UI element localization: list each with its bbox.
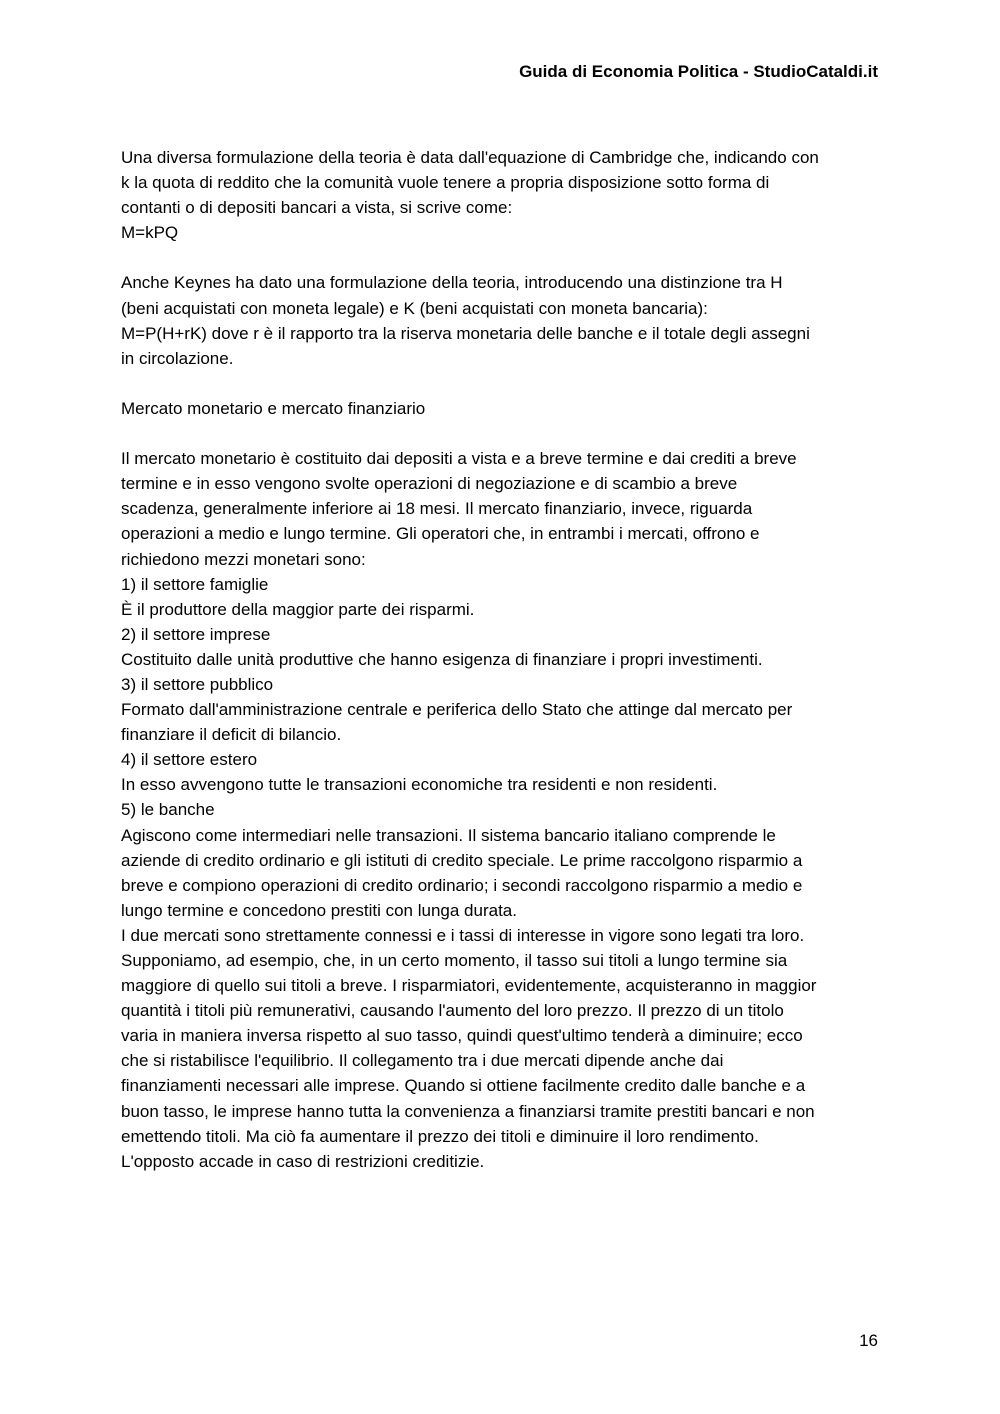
text-line: Una diversa formulazione della teoria è data dall'equazione di Cambridge che, indicando con xyxy=(121,148,819,167)
text-line: operazioni a medio e lungo termine. Gli operatori che, in entrambi i mercati, offrono e xyxy=(121,524,760,544)
text-line: 1) il settore famiglie xyxy=(121,574,269,594)
text-line: lungo termine e concedono prestiti con lunga durata. xyxy=(121,900,517,920)
text-line: Formato dall'amministrazione centrale e periferica dello Stato che attinge dal mercato per xyxy=(121,700,793,720)
text-line: L'opposto accade in caso di restrizioni creditizie. xyxy=(121,1151,485,1171)
text-line: Anche Keynes ha dato una formulazione della teoria, introducendo una distinzione tra H xyxy=(121,273,783,293)
text-line: finanziamenti necessari alle imprese. Quando si ottiene facilmente credito dalle banche e a xyxy=(121,1076,806,1096)
text-line: M=P(H+rK) dove r è il rapporto tra la riserva monetaria delle banche e il totale degli assegni xyxy=(121,323,810,343)
text-line: Costituito dalle unità produttive che hanno esigenza di finanziare i propri investimenti. xyxy=(121,649,763,669)
text-line: Agiscono come intermediari nelle transazioni. Il sistema bancario italiano comprende le xyxy=(121,825,776,845)
blank-line xyxy=(121,245,891,270)
blank-line xyxy=(121,421,891,446)
text-line: che si ristabilisce l'equilibrio. Il collegamento tra i due mercati dipende anche dai xyxy=(121,1051,724,1071)
text-line: quantità i titoli più remunerativi, causando l'aumento del loro prezzo. Il prezzo di un titolo xyxy=(121,1001,784,1021)
text-line: Il mercato monetario è costituito dai depositi a vista e a breve termine e dai crediti a breve xyxy=(121,449,797,469)
text-line: (beni acquistati con moneta legale) e K (beni acquistati con moneta bancaria): xyxy=(121,298,708,318)
text-line: Mercato monetario e mercato finanziario xyxy=(121,398,426,418)
text-line: I due mercati sono strettamente connessi e i tassi di interesse in vigore sono legati tra loro. xyxy=(121,925,805,945)
text-line: 3) il settore pubblico xyxy=(121,674,274,694)
page-header: Guida di Economia Politica - StudioCataldi.it xyxy=(519,62,878,81)
text-line: Supponiamo, ad esempio, che, in un certo momento, il tasso sui titoli a lungo termine sia xyxy=(121,951,788,970)
text-line: 2) il settore imprese xyxy=(121,624,271,644)
text-line: aziende di credito ordinario e gli istituti di credito speciale. Le prime raccolgono risparmio a xyxy=(121,850,803,870)
text-line: 4) il settore estero xyxy=(121,750,258,770)
text-line: maggiore di quello sui titoli a breve. I risparmiatori, evidentemente, acquisteranno in maggior xyxy=(121,976,817,996)
text-line: È il produttore della maggior parte dei risparmi. xyxy=(121,599,475,619)
text-line: termine e in esso vengono svolte operazioni di negoziazione e di scambio a breve xyxy=(121,474,738,494)
text-line: varia in maniera inversa rispetto al suo tasso, quindi quest'ultimo tenderà a diminuire; ecco xyxy=(121,1026,803,1046)
text-line: k la quota di reddito che la comunità vuole tenere a propria disposizione sotto forma di xyxy=(121,173,770,193)
text-line: emettendo titoli. Ma ciò fa aumentare il prezzo dei titoli e diminuire il loro rendimento. xyxy=(121,1126,759,1146)
text-line: finanziare il deficit di bilancio. xyxy=(121,725,342,745)
blank-line xyxy=(121,371,891,396)
text-line: contanti o di depositi bancari a vista, si scrive come: xyxy=(121,198,513,218)
text-line: buon tasso, le imprese hanno tutta la convenienza a finanziarsi tramite prestiti bancari e non xyxy=(121,1101,815,1121)
text-line: 5) le banche xyxy=(121,800,215,820)
document-body xyxy=(121,145,891,1174)
text-line: M=kPQ xyxy=(121,223,179,243)
text-line: in circolazione. xyxy=(121,348,234,368)
text-line: breve e compiono operazioni di credito ordinario; i secondi raccolgono risparmio a medio e xyxy=(121,875,803,895)
text-line: richiedono mezzi monetari sono: xyxy=(121,549,366,569)
text-line: scadenza, generalmente inferiore ai 18 mesi. Il mercato finanziario, invece, riguarda xyxy=(121,499,753,519)
page-number: 16 xyxy=(859,1331,878,1350)
text-line: In esso avvengono tutte le transazioni economiche tra residenti e non residenti. xyxy=(121,775,718,795)
